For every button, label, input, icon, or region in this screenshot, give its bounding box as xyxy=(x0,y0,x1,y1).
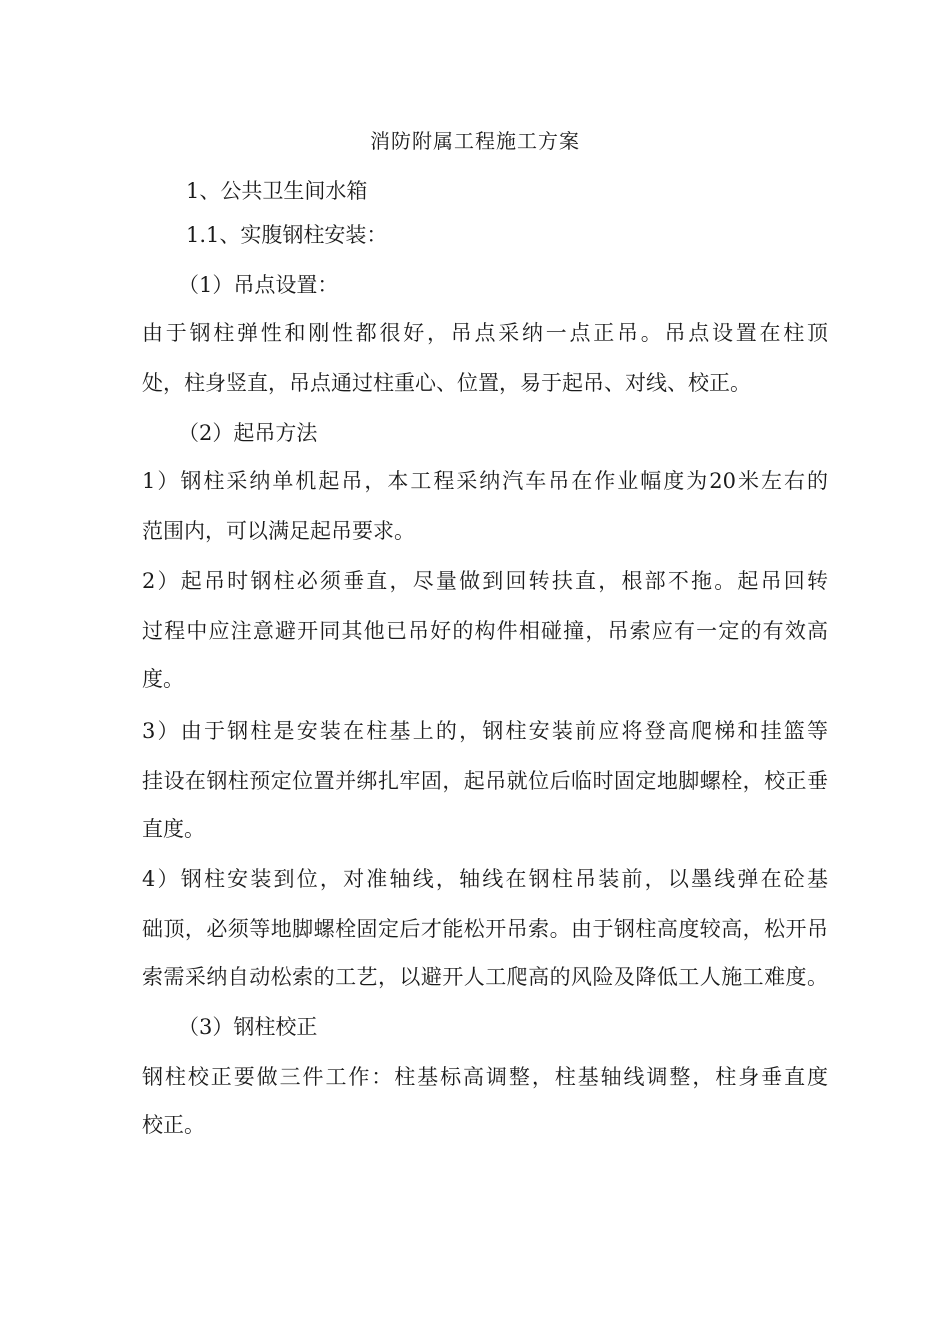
paragraph-line: 钢柱校正要做三件工作：柱基标高调整，柱基轴线调整，柱身垂直度 xyxy=(142,1065,828,1089)
item-heading-lifting-method: （2）起吊方法 xyxy=(178,421,318,445)
paragraph-line: 过程中应注意避开同其他已吊好的构件相碰撞，吊索应有一定的有效高 xyxy=(142,619,828,643)
paragraph-line: 3）由于钢柱是安装在柱基上的，钢柱安装前应将登高爬梯和挂篮等 xyxy=(142,719,828,743)
paragraph-line: 校正。 xyxy=(142,1113,205,1137)
paragraph-line: 1）钢柱采纳单机起吊，本工程采纳汽车吊在作业幅度为20米左右的 xyxy=(142,469,828,493)
paragraph-line: 2）起吊时钢柱必须垂直，尽量做到回转扶直，根部不拖。起吊回转 xyxy=(142,569,828,593)
document-title: 消防附属工程施工方案 xyxy=(370,129,580,153)
paragraph-line: 度。 xyxy=(142,667,184,691)
subsection-heading: 1.1、实腹钢柱安装： xyxy=(186,223,388,247)
section-heading: 1、公共卫生间水箱 xyxy=(186,179,368,203)
item-heading-lifting-point: （1）吊点设置： xyxy=(178,273,339,297)
item-heading-column-correction: （3）钢柱校正 xyxy=(178,1015,318,1039)
paragraph-line: 处，柱身竖直，吊点通过柱重心、位置，易于起吊、对线、校正。 xyxy=(142,371,751,395)
paragraph-line: 直度。 xyxy=(142,817,205,841)
paragraph-line: 范围内，可以满足起吊要求。 xyxy=(142,519,415,543)
paragraph-line: 挂设在钢柱预定位置并绑扎牢固，起吊就位后临时固定地脚螺栓，校正垂 xyxy=(142,769,828,793)
paragraph-line: 索需采纳自动松索的工艺，以避开人工爬高的风险及降低工人施工难度。 xyxy=(142,965,828,989)
paragraph-line: 4）钢柱安装到位，对准轴线，轴线在钢柱吊装前，以墨线弹在砼基 xyxy=(142,867,828,891)
paragraph-line: 由于钢柱弹性和刚性都很好，吊点采纳一点正吊。吊点设置在柱顶 xyxy=(142,321,828,345)
paragraph-line: 础顶，必须等地脚螺栓固定后才能松开吊索。由于钢柱高度较高，松开吊 xyxy=(142,917,828,941)
